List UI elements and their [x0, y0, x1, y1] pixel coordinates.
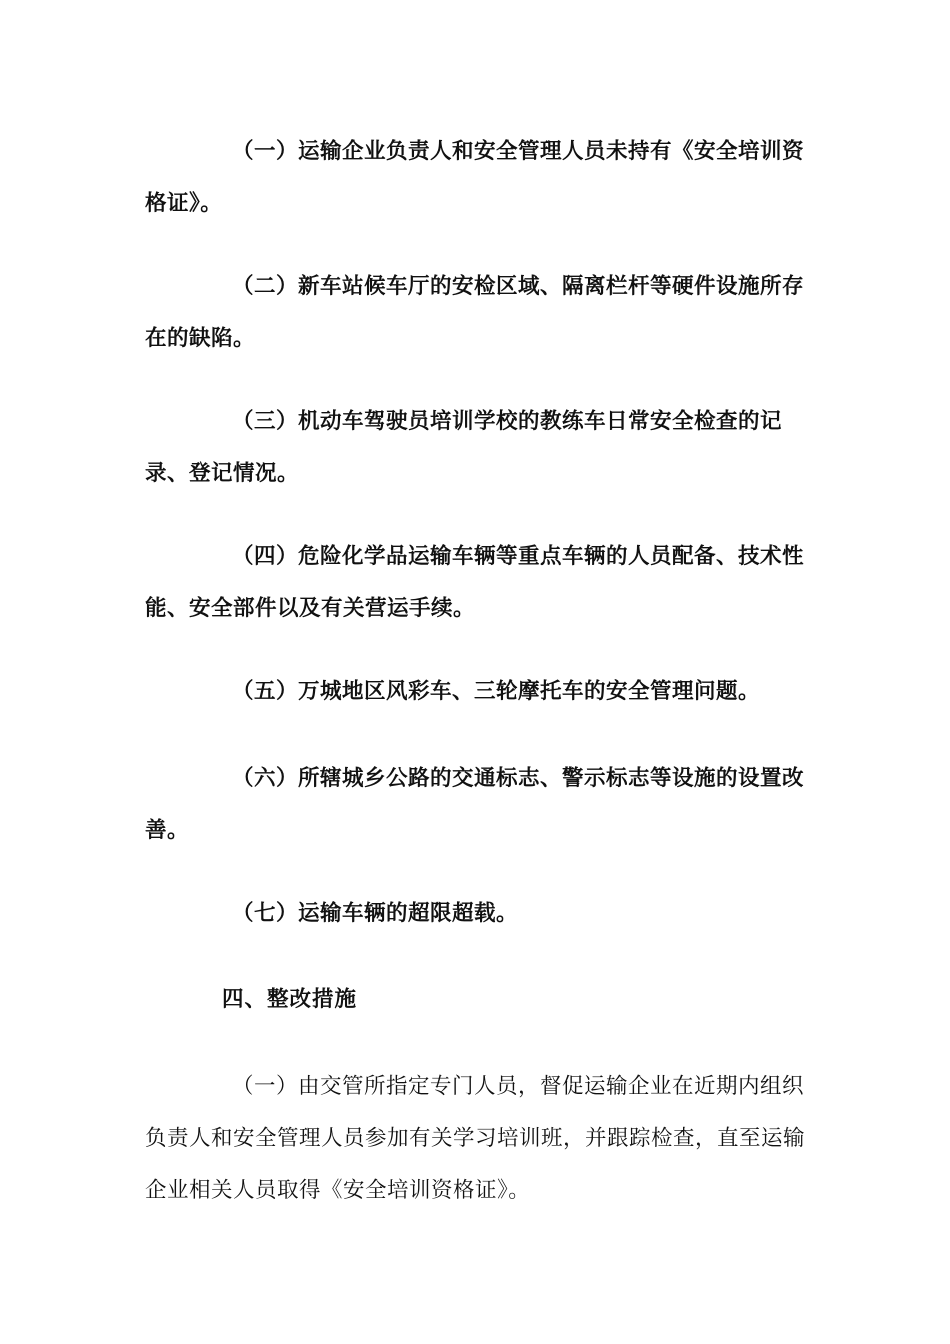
item-1: （一）运输企业负责人和安全管理人员未持有《安全培训资格证》。 — [145, 139, 805, 216]
item-4: （四）危险化学品运输车辆等重点车辆的人员配备、技术性能、安全部件以及有关营运手续。 — [145, 544, 805, 621]
section-heading: 四、整改措施 — [222, 987, 358, 1012]
measure-1: （一）由交管所指定专门人员，督促运输企业在近期内组织负责人和安全管理人员参加有关学习培训班，并跟踪检查，直至运输企业相关人员取得《安全培训资格证》。 — [145, 1074, 806, 1203]
item-7: （七）运输车辆的超限超载。 — [232, 901, 519, 926]
item-6: （六）所辖城乡公路的交通标志、警示标志等设施的设置改善。 — [145, 766, 805, 843]
item-2: （二）新车站候车厅的安检区域、隔离栏杆等硬件设施所存在的缺陷。 — [145, 274, 805, 351]
item-3: （三）机动车驾驶员培训学校的教练车日常安全检查的记录、登记情况。 — [145, 409, 783, 486]
item-5: （五）万城地区风彩车、三轮摩托车的安全管理问题。 — [232, 679, 761, 704]
